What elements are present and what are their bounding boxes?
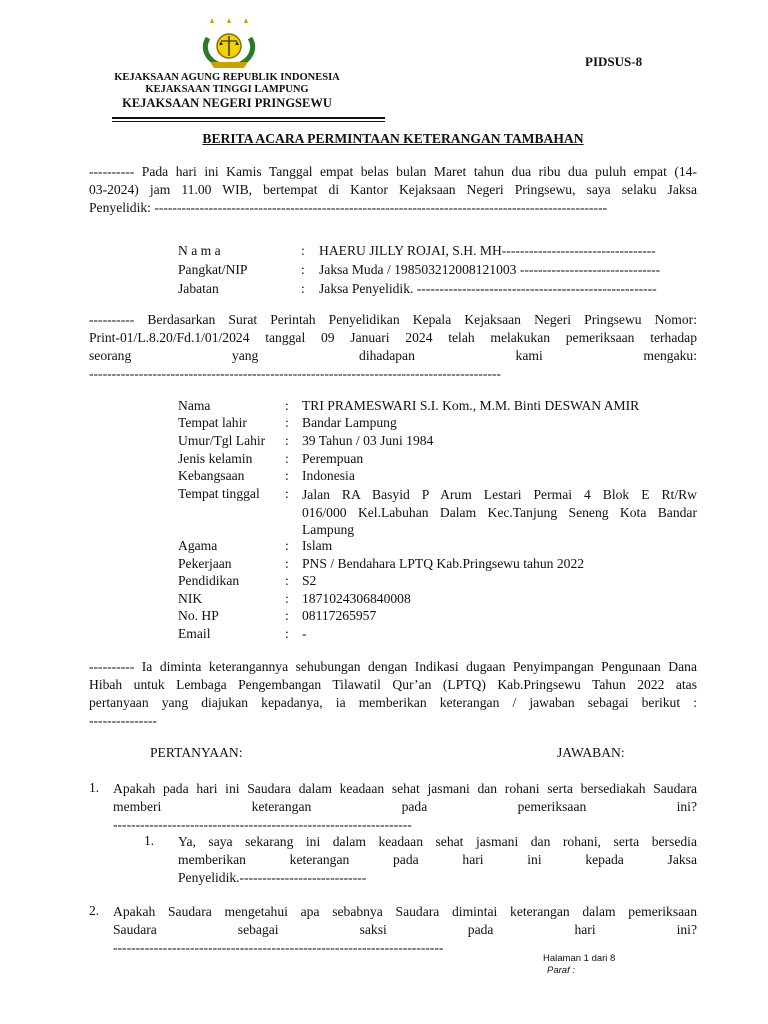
basis-line-3: seorang yang dihadapan kami mengaku: [89, 348, 697, 363]
doc-code: PIDSUS-8 [585, 54, 643, 69]
witness-colon: : [285, 591, 289, 606]
witness-colon: : [285, 608, 289, 623]
witness-colon: : [285, 486, 289, 501]
witness-nationality-label: Kebangsaan [178, 468, 245, 483]
witness-email-value: - [302, 626, 307, 641]
header-line-1: KEJAKSAAN AGUNG REPUBLIK INDONESIA [114, 72, 340, 83]
intro-line-3: Penyelidik: ---------------------------------------------------------------------------------------------------- [89, 200, 608, 215]
answer-1 [178, 833, 697, 887]
witness-occupation-label: Pekerjaan [178, 556, 232, 571]
witness-name-value: TRI PRAMESWARI S.I. Kom., M.M. Binti DESWAN AMIR [302, 398, 640, 413]
witness-colon: : [285, 626, 289, 641]
witness-religion-value: Islam [302, 538, 333, 553]
witness-gender-label: Jenis kelamin [178, 451, 253, 466]
witness-occupation-value: PNS / Bendahara LPTQ Kab.Pringsewu tahun 2022 [302, 556, 585, 571]
basis-line-1: ---------- Berdasarkan Surat Perintah Penyelidikan Kepala Kejaksaan Negeri Pringsewu Nomor: [89, 312, 697, 327]
kejaksaan-logo [194, 16, 264, 70]
header-rule-thick [112, 117, 385, 119]
officer-rank-value: Jaksa Muda / 198503212008121003 ------------------------------- [319, 262, 661, 277]
intro-line-1: ---------- Pada hari ini Kamis Tanggal empat belas bulan Maret tahun dua ribu dua puluh empat (14- [89, 164, 697, 179]
intro-line-2: 03-2024) jam 11.00 WIB, bertempat di Kantor Kejaksaan Negeri Pringsewu, saya selaku Jaksa [89, 182, 697, 197]
basis-paragraph [89, 311, 697, 383]
question-header: PERTANYAAN: [150, 745, 243, 760]
question-1 [113, 780, 697, 834]
witness-religion-label: Agama [178, 538, 218, 553]
officer-name-value: HAERU JILLY ROJAI, S.H. MH---------------------------------- [319, 243, 656, 258]
witness-colon: : [285, 573, 289, 588]
purpose-line-4: --------------- [89, 713, 157, 728]
witness-address-line-3: Lampung [302, 522, 355, 537]
officer-position-label: Jabatan [178, 281, 219, 296]
witness-address-line-2: 016/000 Kel.Labuhan Dalam Kec.Tanjung Seneng Kota Bandar [302, 504, 697, 520]
answer-1-line-2: memberikan keterangan pada hari ini kepada Jaksa [178, 852, 697, 867]
question-2-line-2: Saudara sebagai saksi pada hari ini? [113, 922, 697, 937]
answer-1-number: 1. [144, 833, 155, 848]
answer-1-line-3: Penyelidik.---------------------------- [178, 870, 367, 885]
witness-address-line-1: Jalan RA Basyid P Arum Lestari Permai 4 Blok E Rt/Rw [302, 487, 697, 502]
question-1-line-2: memberi keterangan pada pemeriksaan ini? [113, 799, 697, 814]
witness-nationality-value: Indonesia [302, 468, 355, 483]
witness-colon: : [285, 433, 289, 448]
witness-education-value: S2 [302, 573, 317, 588]
header-line-2: KEJAKSAAN TINGGI LAMPUNG [145, 84, 309, 95]
answer-header: JAWABAN: [557, 745, 625, 760]
witness-email-label: Email [178, 626, 211, 641]
witness-colon: : [285, 538, 289, 553]
purpose-line-2: Hibah untuk Lembaga Pengembangan Tilawatil Qur’an (LPTQ) Kab.Pringsewu Tahun 2022 atas [89, 677, 697, 692]
header-rule-thin [112, 121, 385, 122]
witness-gender-value: Perempuan [302, 451, 364, 466]
witness-age-value: 39 Tahun / 03 Juni 1984 [302, 433, 434, 448]
question-2 [113, 903, 697, 957]
answer-1-line-1: Ya, saya sekarang ini dalam keadaan sehat jasmani dan rohani, serta bersedia [178, 834, 697, 849]
header-line-3: KEJAKSAAN NEGERI PRINGSEWU [122, 96, 332, 110]
purpose-line-3: pertanyaan yang diajukan kepadanya, ia memberikan keterangan / jawaban sebagai berikut : [89, 695, 697, 710]
witness-colon: : [285, 468, 289, 483]
witness-birthplace-value: Bandar Lampung [302, 415, 397, 430]
intro-paragraph [89, 163, 697, 217]
witness-nik-label: NIK [178, 591, 203, 606]
question-1-line-3: ------------------------------------------------------------------ [113, 817, 412, 832]
question-1-line-1: Apakah pada hari ini Saudara dalam keadaan sehat jasmani dan rohani serta bersediakah Saudara [113, 781, 697, 796]
witness-nik-value: 1871024306840008 [302, 591, 411, 606]
witness-colon: : [285, 415, 289, 430]
witness-colon: : [285, 556, 289, 571]
witness-colon: : [285, 451, 289, 466]
paraf-label: Paraf : [547, 965, 575, 976]
witness-phone-value: 08117265957 [302, 608, 377, 623]
witness-address-value [302, 486, 697, 539]
question-2-line-1: Apakah Saudara mengetahui apa sebabnya Saudara dimintai keterangan dalam pemeriksaan [113, 904, 697, 919]
question-2-number: 2. [89, 903, 100, 918]
officer-name-label: N a m a [178, 243, 221, 258]
officer-rank-label: Pangkat/NIP [178, 262, 248, 277]
document-title: BERITA ACARA PERMINTAAN KETERANGAN TAMBAHAN [202, 131, 584, 146]
page-number: Halaman 1 dari 8 [543, 953, 616, 964]
officer-position-value: Jaksa Penyelidik. ----------------------------------------------------- [319, 281, 657, 296]
witness-birthplace-label: Tempat lahir [178, 415, 247, 430]
witness-name-label: Nama [178, 398, 211, 413]
witness-phone-label: No. HP [178, 608, 219, 623]
basis-line-2: Print-01/L.8.20/Fd.1/01/2024 tanggal 09 Januari 2024 telah melakukan pemeriksaan terhadap [89, 330, 697, 345]
witness-education-label: Pendidikan [178, 573, 240, 588]
question-2-line-3: ------------------------------------------------------------------------- [113, 940, 444, 955]
purpose-paragraph [89, 658, 697, 730]
witness-colon: : [285, 398, 289, 413]
purpose-line-1: ---------- Ia diminta keterangannya sehubungan dengan Indikasi dugaan Penyimpangan Pengunaan Dana [89, 659, 697, 674]
officer-rank-colon: : [301, 262, 305, 277]
basis-line-4: ------------------------------------------------------------------------------------------- [89, 366, 501, 381]
question-1-number: 1. [89, 780, 100, 795]
officer-position-colon: : [301, 281, 305, 296]
officer-block [178, 243, 698, 303]
witness-address-label: Tempat tinggal [178, 486, 260, 501]
witness-age-label: Umur/Tgl Lahir [178, 433, 266, 448]
witness-block [178, 398, 698, 643]
officer-name-colon: : [301, 243, 305, 258]
